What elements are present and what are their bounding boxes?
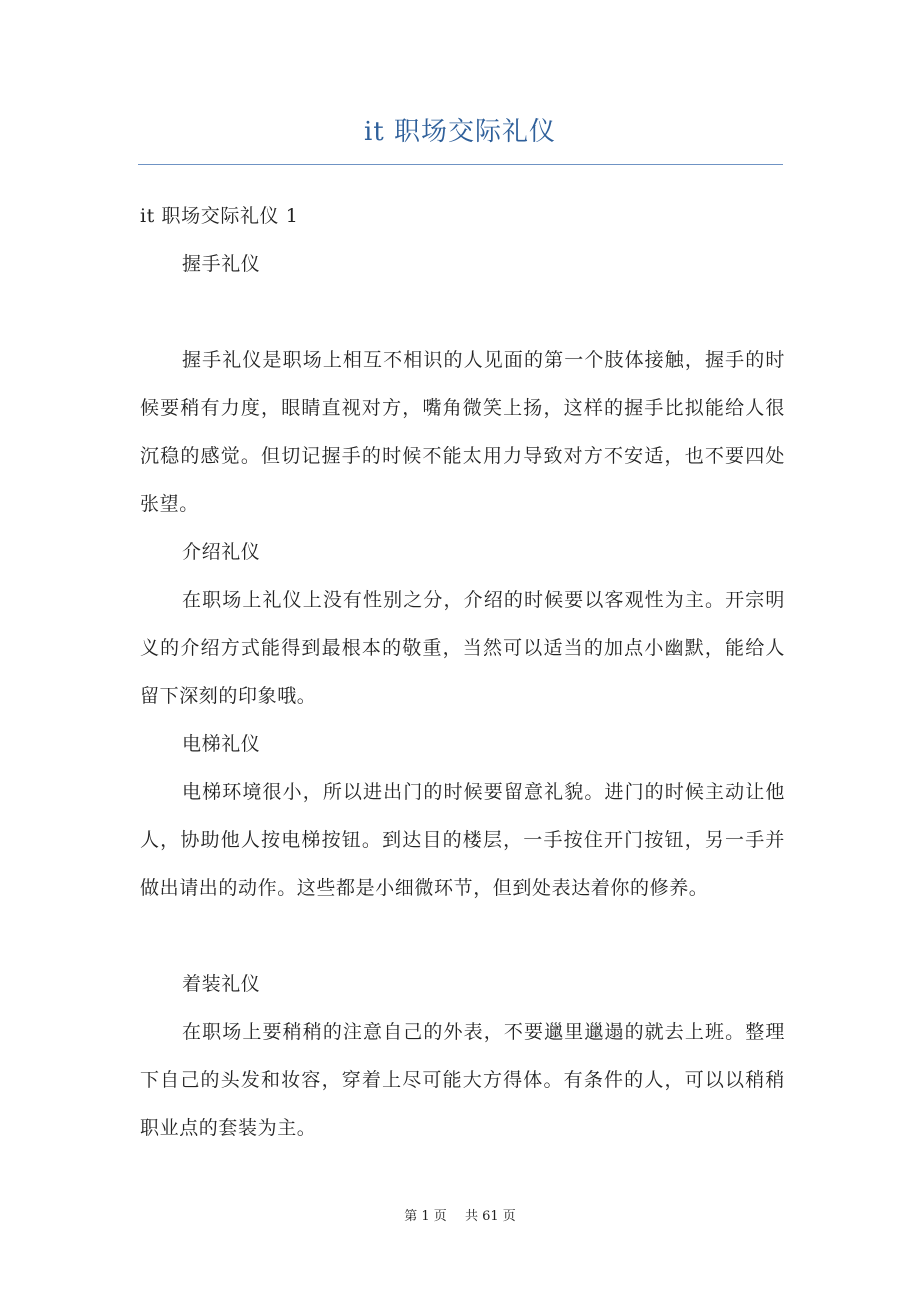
title-divider xyxy=(138,164,783,165)
heading-dress: 着装礼仪 xyxy=(182,973,261,995)
paragraph-elevator: 电梯环境很小，所以进出门的时候要留意礼貌。进门的时候主动让他人，协助他人按电梯按钮。到达目的楼层，一手按住开门按钮，另一手并做出请出的动作。这些都是小细微环节，但到处表达着你的修养。 xyxy=(140,781,785,899)
page-footer xyxy=(0,1205,920,1224)
page-number: 第 1 页 xyxy=(404,1209,447,1224)
paragraph-dress: 在职场上要稍稍的注意自己的外表，不要邋里邋遢的就去上班。整理下自己的头发和妆容，穿着上尽可能大方得体。有条件的人，可以以稍稍职业点的套装为主。 xyxy=(140,1021,785,1139)
paragraph-handshake: 握手礼仪是职场上相互不相识的人见面的第一个肢体接触，握手的时候要稍有力度，眼睛直视对方，嘴角微笑上扬，这样的握手比拟能给人很沉稳的感觉。但切记握手的时候不能太用力导致对方不安适，也不要四处张望。 xyxy=(140,349,785,515)
heading-introduction: 介绍礼仪 xyxy=(182,541,261,563)
heading-elevator: 电梯礼仪 xyxy=(182,733,261,755)
section-title: it 职场交际礼仪 1 xyxy=(140,205,299,227)
page-total: 共 61 页 xyxy=(464,1209,516,1224)
document-title: it 职场交际礼仪 xyxy=(363,117,557,147)
paragraph-introduction: 在职场上礼仪上没有性别之分，介绍的时候要以客观性为主。开宗明义的介绍方式能得到最根本的敬重，当然可以适当的加点小幽默，能给人留下深刻的印象哦。 xyxy=(140,589,785,707)
heading-handshake: 握手礼仪 xyxy=(182,253,261,275)
